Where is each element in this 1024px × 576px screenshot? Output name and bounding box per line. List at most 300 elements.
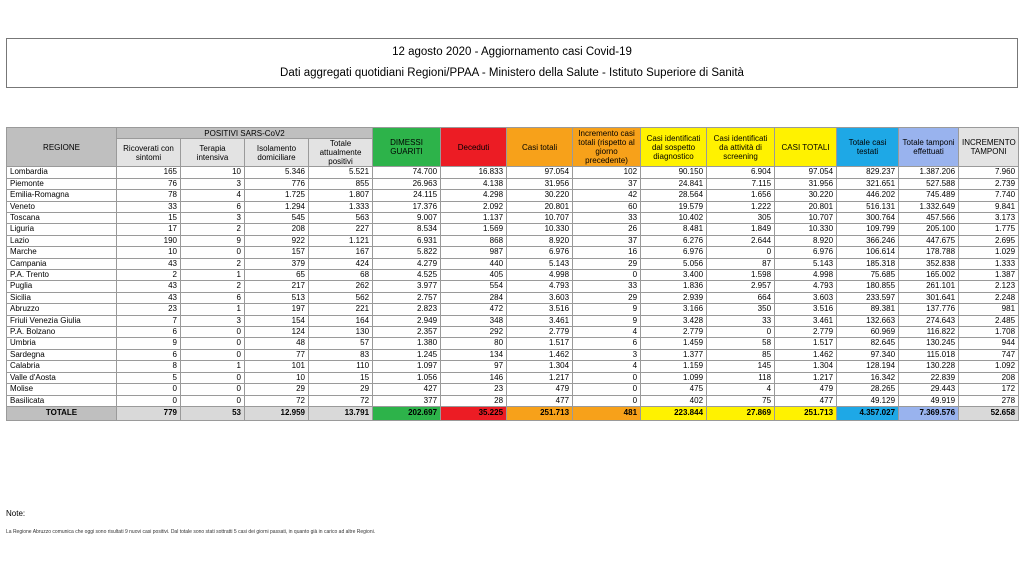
- table-cell: 1.159: [641, 361, 707, 372]
- table-cell: 33: [573, 281, 641, 292]
- col-header-sospetto-diagnostico: Casi identificati dal sospetto diagnostico: [641, 128, 707, 167]
- region-name: Sardegna: [7, 349, 117, 360]
- table-cell: 217: [245, 281, 309, 292]
- table-cell: 0: [181, 247, 245, 258]
- table-cell: 4.138: [441, 178, 507, 189]
- table-cell: 9.007: [373, 213, 441, 224]
- table-cell: 8.920: [775, 235, 837, 246]
- col-header-casi-testati: Totale casi testati: [837, 128, 899, 167]
- table-cell: 3: [181, 178, 245, 189]
- table-row: [7, 292, 1019, 303]
- table-cell: 6: [117, 327, 181, 338]
- note-label: Note:: [6, 509, 26, 518]
- total-cell: 27.869: [707, 406, 775, 420]
- total-cell: 251.713: [507, 406, 573, 420]
- table-cell: 2.779: [775, 327, 837, 338]
- note-text: La Regione Abruzzo comunica che oggi sono risultati 9 nuovi casi positivi. Dal totale sono stati sottratti 5 casi dei giorni passati, in quanto già in carico ad altre Regioni.: [6, 529, 376, 535]
- region-name: Liguria: [7, 224, 117, 235]
- table-cell: 23: [117, 304, 181, 315]
- table-cell: 172: [959, 384, 1019, 395]
- table-cell: 1.294: [245, 201, 309, 212]
- region-name: Abruzzo: [7, 304, 117, 315]
- region-name: Marche: [7, 247, 117, 258]
- table-cell: 2.248: [959, 292, 1019, 303]
- col-header-totale-positivi: Totale attualmente positivi: [309, 139, 373, 167]
- table-cell: 10.402: [641, 213, 707, 224]
- col-header-dimessi: DIMESSI GUARITI: [373, 128, 441, 167]
- table-body: [7, 167, 1019, 421]
- table-cell: 2.695: [959, 235, 1019, 246]
- table-cell: 3.461: [775, 315, 837, 326]
- table-row: [7, 338, 1019, 349]
- table-cell: 1.333: [959, 258, 1019, 269]
- col-header-casi-totali-2: CASI TOTALI: [775, 128, 837, 167]
- table-cell: 154: [245, 315, 309, 326]
- table-cell: 402: [641, 395, 707, 406]
- table-cell: 1.304: [507, 361, 573, 372]
- table-cell: 664: [707, 292, 775, 303]
- table-cell: 855: [309, 178, 373, 189]
- table-cell: 868: [441, 235, 507, 246]
- table-cell: 167: [309, 247, 373, 258]
- table-cell: 37: [573, 178, 641, 189]
- table-cell: 157: [245, 247, 309, 258]
- table-cell: 17: [117, 224, 181, 235]
- table-row: [7, 315, 1019, 326]
- table-cell: 1.333: [309, 201, 373, 212]
- report-header: [6, 38, 1018, 88]
- table-cell: 1.245: [373, 349, 441, 360]
- table-cell: 74.700: [373, 167, 441, 178]
- table-cell: 9: [181, 235, 245, 246]
- table-cell: 197: [245, 304, 309, 315]
- table-cell: 3.428: [641, 315, 707, 326]
- table-cell: 2.485: [959, 315, 1019, 326]
- table-cell: 2.949: [373, 315, 441, 326]
- table-cell: 10.330: [775, 224, 837, 235]
- table-cell: 1.725: [245, 190, 309, 201]
- table-cell: 527.588: [899, 178, 959, 189]
- region-name: Toscana: [7, 213, 117, 224]
- col-header-incremento-casi: Incremento casi totali (rispetto al giorno precedente): [573, 128, 641, 167]
- table-cell: 2.823: [373, 304, 441, 315]
- table-cell: 24.115: [373, 190, 441, 201]
- table-cell: 4.298: [441, 190, 507, 201]
- table-cell: 116.822: [899, 327, 959, 338]
- table-cell: 180.855: [837, 281, 899, 292]
- table-cell: 1.304: [775, 361, 837, 372]
- table-cell: 446.202: [837, 190, 899, 201]
- table-row: [7, 327, 1019, 338]
- table-cell: 366.246: [837, 235, 899, 246]
- region-name: Emilia-Romagna: [7, 190, 117, 201]
- region-header: REGIONE: [7, 128, 117, 167]
- table-cell: 110: [309, 361, 373, 372]
- table-cell: 1.462: [775, 349, 837, 360]
- table-cell: 72: [309, 395, 373, 406]
- table-cell: 301.641: [899, 292, 959, 303]
- table-cell: 185.318: [837, 258, 899, 269]
- table-cell: 227: [309, 224, 373, 235]
- table-cell: 43: [117, 281, 181, 292]
- table-row: [7, 213, 1019, 224]
- table-cell: 2.123: [959, 281, 1019, 292]
- table-cell: 0: [181, 327, 245, 338]
- table-cell: 4: [707, 384, 775, 395]
- table-cell: 1.056: [373, 372, 441, 383]
- table-cell: 5.143: [775, 258, 837, 269]
- table-cell: 2.757: [373, 292, 441, 303]
- table-cell: 49.919: [899, 395, 959, 406]
- table-cell: 80: [441, 338, 507, 349]
- table-cell: 3.977: [373, 281, 441, 292]
- table-cell: 3.516: [775, 304, 837, 315]
- table-cell: 49.129: [837, 395, 899, 406]
- table-row: [7, 235, 1019, 246]
- table-cell: 0: [573, 384, 641, 395]
- table-cell: 83: [309, 349, 373, 360]
- table-cell: 377: [373, 395, 441, 406]
- table-cell: 261.101: [899, 281, 959, 292]
- table-cell: 284: [441, 292, 507, 303]
- table-cell: 29: [573, 258, 641, 269]
- table-cell: 563: [309, 213, 373, 224]
- positives-group-header: POSITIVI SARS-CoV2: [117, 128, 373, 139]
- table-cell: 5.822: [373, 247, 441, 258]
- table-cell: 8.481: [641, 224, 707, 235]
- table-cell: 2: [181, 258, 245, 269]
- table-cell: 1.217: [775, 372, 837, 383]
- region-name: P.A. Bolzano: [7, 327, 117, 338]
- table-cell: 9.841: [959, 201, 1019, 212]
- table-cell: 6.976: [641, 247, 707, 258]
- table-cell: 118: [707, 372, 775, 383]
- table-cell: 513: [245, 292, 309, 303]
- table-cell: 479: [507, 384, 573, 395]
- table-cell: 29: [309, 384, 373, 395]
- table-cell: 0: [707, 327, 775, 338]
- table-cell: 82.645: [837, 338, 899, 349]
- table-cell: 4.793: [507, 281, 573, 292]
- table-cell: 4.525: [373, 270, 441, 281]
- table-cell: 20.801: [775, 201, 837, 212]
- table-cell: 278: [959, 395, 1019, 406]
- region-name: Molise: [7, 384, 117, 395]
- total-cell: 251.713: [775, 406, 837, 420]
- total-cell: 52.658: [959, 406, 1019, 420]
- total-cell: 13.791: [309, 406, 373, 420]
- table-cell: 300.764: [837, 213, 899, 224]
- total-cell: 35.225: [441, 406, 507, 420]
- table-cell: 0: [117, 384, 181, 395]
- total-cell: 53: [181, 406, 245, 420]
- table-cell: 1.092: [959, 361, 1019, 372]
- table-cell: 3.400: [641, 270, 707, 281]
- table-cell: 1.097: [373, 361, 441, 372]
- table-cell: 5.346: [245, 167, 309, 178]
- table-cell: 75.685: [837, 270, 899, 281]
- report-subtitle: Dati aggregati quotidiani Regioni/PPAA - Ministero della Salute - Istituto Superiore di Sanità: [280, 67, 744, 79]
- table-cell: 75: [707, 395, 775, 406]
- table-cell: 6.976: [775, 247, 837, 258]
- table-cell: 130.245: [899, 338, 959, 349]
- table-cell: 1.377: [641, 349, 707, 360]
- table-cell: 6: [181, 292, 245, 303]
- table-cell: 28.265: [837, 384, 899, 395]
- table-cell: 57: [309, 338, 373, 349]
- table-cell: 6: [573, 338, 641, 349]
- table-cell: 77: [245, 349, 309, 360]
- total-cell: 779: [117, 406, 181, 420]
- table-cell: 379: [245, 258, 309, 269]
- table-cell: 3.173: [959, 213, 1019, 224]
- table-row: [7, 270, 1019, 281]
- table-cell: 2: [117, 270, 181, 281]
- table-cell: 109.799: [837, 224, 899, 235]
- table-row: [7, 201, 1019, 212]
- region-name: Campania: [7, 258, 117, 269]
- table-cell: 348: [441, 315, 507, 326]
- table-cell: 72: [245, 395, 309, 406]
- table-cell: 221: [309, 304, 373, 315]
- table-cell: 981: [959, 304, 1019, 315]
- table-cell: 205.100: [899, 224, 959, 235]
- table-cell: 5.056: [641, 258, 707, 269]
- table-cell: 90.150: [641, 167, 707, 178]
- region-name: Basilicata: [7, 395, 117, 406]
- table-cell: 4.998: [507, 270, 573, 281]
- table-cell: 2: [181, 281, 245, 292]
- table-cell: 776: [245, 178, 309, 189]
- table-cell: 26: [573, 224, 641, 235]
- table-cell: 26.963: [373, 178, 441, 189]
- table-cell: 29.443: [899, 384, 959, 395]
- table-row: [7, 361, 1019, 372]
- table-cell: 9: [117, 338, 181, 349]
- table-cell: 132.663: [837, 315, 899, 326]
- table-cell: 31.956: [775, 178, 837, 189]
- table-cell: 274.643: [899, 315, 959, 326]
- table-cell: 130.228: [899, 361, 959, 372]
- table-cell: 146: [441, 372, 507, 383]
- col-header-terapia-intensiva: Terapia intensiva: [181, 139, 245, 167]
- table-cell: 262: [309, 281, 373, 292]
- covid-data-table: [6, 127, 1019, 421]
- total-cell: 12.959: [245, 406, 309, 420]
- table-cell: 1.137: [441, 213, 507, 224]
- table-cell: 922: [245, 235, 309, 246]
- table-cell: 8.534: [373, 224, 441, 235]
- table-cell: 31.956: [507, 178, 573, 189]
- table-cell: 97.054: [507, 167, 573, 178]
- table-cell: 101: [245, 361, 309, 372]
- region-name: Sicilia: [7, 292, 117, 303]
- table-cell: 130: [309, 327, 373, 338]
- table-cell: 7: [117, 315, 181, 326]
- table-cell: 0: [573, 270, 641, 281]
- table-cell: 30.220: [507, 190, 573, 201]
- table-cell: 1.029: [959, 247, 1019, 258]
- col-header-incremento-tamponi: INCREMENTO TAMPONI: [959, 128, 1019, 167]
- table-cell: 4.279: [373, 258, 441, 269]
- table-cell: 5.521: [309, 167, 373, 178]
- table-cell: 97.054: [775, 167, 837, 178]
- col-header-isolamento: Isolamento domiciliare: [245, 139, 309, 167]
- table-cell: 17.376: [373, 201, 441, 212]
- table-cell: 5: [117, 372, 181, 383]
- table-cell: 1.462: [507, 349, 573, 360]
- table-row: [7, 190, 1019, 201]
- table-cell: 85: [707, 349, 775, 360]
- table-cell: 48: [245, 338, 309, 349]
- table-cell: 124: [245, 327, 309, 338]
- table-cell: 30.220: [775, 190, 837, 201]
- table-row: [7, 395, 1019, 406]
- table-cell: 0: [181, 384, 245, 395]
- table-row: [7, 372, 1019, 383]
- table-cell: 1.121: [309, 235, 373, 246]
- table-cell: 0: [707, 247, 775, 258]
- table-cell: 33: [573, 213, 641, 224]
- table-cell: 2.644: [707, 235, 775, 246]
- table-cell: 944: [959, 338, 1019, 349]
- table-cell: 10: [181, 167, 245, 178]
- table-cell: 65: [245, 270, 309, 281]
- table-cell: 440: [441, 258, 507, 269]
- table-cell: 23: [441, 384, 507, 395]
- table-cell: 87: [707, 258, 775, 269]
- table-cell: 350: [707, 304, 775, 315]
- table-cell: 78: [117, 190, 181, 201]
- region-name: Lombardia: [7, 167, 117, 178]
- table-cell: 4.793: [775, 281, 837, 292]
- table-cell: 165: [117, 167, 181, 178]
- table-cell: 6: [181, 201, 245, 212]
- table-cell: 16.833: [441, 167, 507, 178]
- table-cell: 20.801: [507, 201, 573, 212]
- table-cell: 3: [181, 213, 245, 224]
- table-cell: 106.614: [837, 247, 899, 258]
- table-cell: 164: [309, 315, 373, 326]
- table-cell: 405: [441, 270, 507, 281]
- table-cell: 447.675: [899, 235, 959, 246]
- table-cell: 24.841: [641, 178, 707, 189]
- total-cell: 202.697: [373, 406, 441, 420]
- table-cell: 0: [573, 372, 641, 383]
- table-cell: 33: [707, 315, 775, 326]
- table-cell: 1.836: [641, 281, 707, 292]
- table-cell: 178.788: [899, 247, 959, 258]
- table-cell: 10.707: [507, 213, 573, 224]
- table-cell: 58: [707, 338, 775, 349]
- table-cell: 29: [245, 384, 309, 395]
- table-cell: 1.849: [707, 224, 775, 235]
- table-cell: 42: [573, 190, 641, 201]
- table-cell: 2.957: [707, 281, 775, 292]
- region-name: Lazio: [7, 235, 117, 246]
- table-cell: 28: [441, 395, 507, 406]
- table-cell: 128.194: [837, 361, 899, 372]
- table-cell: 1.598: [707, 270, 775, 281]
- table-cell: 1.222: [707, 201, 775, 212]
- table-cell: 9: [573, 315, 641, 326]
- table-cell: 3: [181, 315, 245, 326]
- table-cell: 0: [181, 372, 245, 383]
- table-cell: 516.131: [837, 201, 899, 212]
- table-cell: 102: [573, 167, 641, 178]
- table-cell: 3.516: [507, 304, 573, 315]
- table-cell: 15: [117, 213, 181, 224]
- table-cell: 1.459: [641, 338, 707, 349]
- table-cell: 233.597: [837, 292, 899, 303]
- table-cell: 2.739: [959, 178, 1019, 189]
- table-cell: 19.579: [641, 201, 707, 212]
- table-cell: 3.166: [641, 304, 707, 315]
- table-cell: 0: [117, 395, 181, 406]
- total-row: [7, 406, 1019, 420]
- table-cell: 1.387.206: [899, 167, 959, 178]
- table-cell: 475: [641, 384, 707, 395]
- region-name: Valle d'Aosta: [7, 372, 117, 383]
- table-cell: 37: [573, 235, 641, 246]
- table-cell: 1.517: [775, 338, 837, 349]
- table-cell: 829.237: [837, 167, 899, 178]
- region-name: Veneto: [7, 201, 117, 212]
- table-cell: 97: [441, 361, 507, 372]
- table-cell: 477: [775, 395, 837, 406]
- table-cell: 10.330: [507, 224, 573, 235]
- table-cell: 2: [181, 224, 245, 235]
- table-cell: 292: [441, 327, 507, 338]
- col-header-screening: Casi identificati da attività di screening: [707, 128, 775, 167]
- table-row: [7, 224, 1019, 235]
- table-row: [7, 349, 1019, 360]
- table-cell: 1: [181, 270, 245, 281]
- table-cell: 115.018: [899, 349, 959, 360]
- table-cell: 352.838: [899, 258, 959, 269]
- region-name: Calabria: [7, 361, 117, 372]
- table-cell: 145: [707, 361, 775, 372]
- region-name: Umbria: [7, 338, 117, 349]
- total-label: TOTALE: [7, 406, 117, 420]
- table-cell: 1.217: [507, 372, 573, 383]
- table-cell: 1: [181, 304, 245, 315]
- table-cell: 190: [117, 235, 181, 246]
- table-cell: 3.603: [507, 292, 573, 303]
- table-cell: 3.461: [507, 315, 573, 326]
- table-cell: 4: [181, 190, 245, 201]
- table-cell: 7.115: [707, 178, 775, 189]
- table-cell: 1.569: [441, 224, 507, 235]
- table-cell: 0: [181, 338, 245, 349]
- table-cell: 6.904: [707, 167, 775, 178]
- table-cell: 6.976: [507, 247, 573, 258]
- table-row: [7, 281, 1019, 292]
- table-cell: 5.143: [507, 258, 573, 269]
- table-cell: 68: [309, 270, 373, 281]
- table-cell: 10: [245, 372, 309, 383]
- table-cell: 427: [373, 384, 441, 395]
- table-cell: 22.839: [899, 372, 959, 383]
- table-row: [7, 384, 1019, 395]
- table-cell: 1.708: [959, 327, 1019, 338]
- table-cell: 2.092: [441, 201, 507, 212]
- table-cell: 208: [959, 372, 1019, 383]
- table-cell: 76: [117, 178, 181, 189]
- total-cell: 223.844: [641, 406, 707, 420]
- table-cell: 43: [117, 258, 181, 269]
- table-cell: 745.489: [899, 190, 959, 201]
